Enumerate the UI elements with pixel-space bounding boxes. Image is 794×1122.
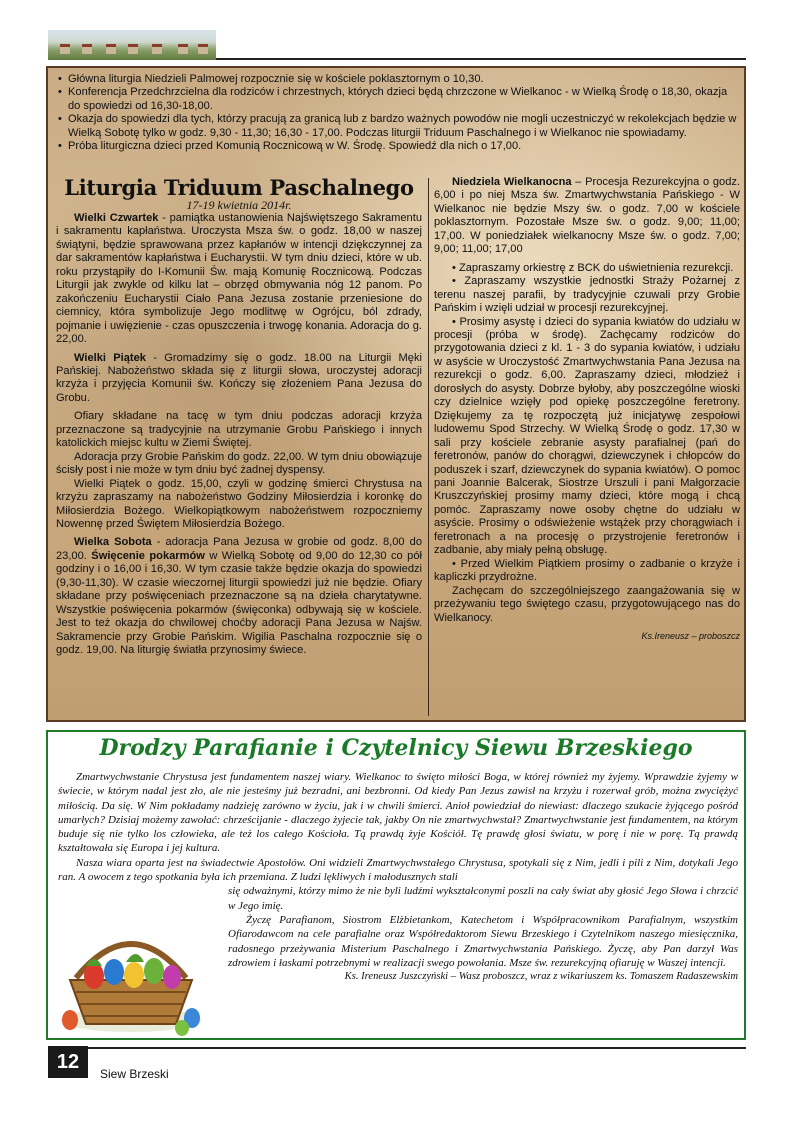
footer-rule: [88, 1047, 746, 1049]
announcements-box: [46, 66, 746, 722]
publication-name: Siew Brzeski: [100, 1067, 169, 1081]
top-note: • Konferencja Przedchrzcielna dla rodziców i chrzestnych, których dzieci będą chrzczone w Wielkanoc - w Wielką Środę o 18,30, okazja do spowiedzi od 16,30-18,00.: [58, 86, 740, 113]
page-number: 12: [48, 1046, 88, 1078]
niedziela-heading: Niedziela Wielkanocna: [452, 176, 572, 188]
easter-basket-image: [56, 920, 206, 1036]
greeting-paragraph: Zmartwychwstanie Chrystusa jest fundamentem naszej wiary. Wielkanoc to święto miłości Boga, w której również my żyjemy. Wprawdzie żyjemy w świecie, w którym nadal jest zło, ale nie jesteśmy już bezradni, ani bezbronni. Od kiedy Pan Jezus zawisł na krzyżu i rozerwał grób, można zwyciężyć miłością. Da się. W Nim pokładamy nadzieję zarówno w życiu, jak i w chwili śmierci. Anioł powiedział do niewiast: dlaczego szukacie żyjącego pośród umarłych? Dzisiaj możemy zawołać: chrześcijanie - dlaczego żyjecie tak, jakby On nie zmartwychwstał? Zmartwychwstanie jest fundamentem, na którym buduje się nie tylko los człowieka, ale też los całego Kościoła. Tą prawdą żyje Kościół. Tę prawdę głosi światu, w porę i nie w porę. Tą prawdą kształtowała się Europa i jej kultura.: [58, 771, 738, 855]
wielka-sobota-text: - adoracja Pana Jezusa w grobie od godz. 8,00 do 23,00.: [56, 536, 422, 562]
header-rule: [216, 58, 746, 60]
swiecenie-heading: Święcenie pokarmów: [91, 549, 205, 562]
greeting-box: [46, 730, 746, 1040]
wielka-sobota-heading: Wielka Sobota: [74, 536, 152, 549]
top-note: • Próba liturgiczna dzieci przed Komunią Rocznicową w W. Środę. Spowiedź dla nich o 17,00.: [58, 140, 740, 153]
proboszcz-signature: Ks.Ireneusz – proboszcz: [641, 630, 740, 641]
niedziela-text: – Procesja Rezurekcyjna o godz. 6,00 i po niej Msza św. Zmartwychwstania Pańskiego - W Wielkanoc nie będzie Mszy św. o godz. 7,00 w kościele poklasztornym. Pozostałe Msze św. o godz. 9,00; 11,00; 17,00. W poniedziałek wielkanocny Msze św. o godz. 7,00; 9,00; 11,00; 17,00: [434, 176, 740, 256]
triduum-date: 17-19 kwietnia 2014r.: [186, 198, 292, 212]
top-note: • Okazja do spowiedzi dla tych, którzy pracują za granicą lub z bardzo ważnych powodów nie mogli uczestniczyć w rekolekcjach będzie w Wielką Sobotę tylko w godz. 9,30 - 11,30; 16,30 - 17,00. Podczas liturgii Triduum Paschalnego i w Wielkanoc nie spowiadamy.: [58, 113, 740, 140]
greeting-title: Drodzy Parafianie i Czytelnicy Siewu Brzeskiego: [99, 735, 693, 761]
column-divider: [428, 178, 429, 716]
greeting-signature: Ks. Ireneusz Juszczyński – Wasz proboszcz, wraz z wikariuszem ks. Tomaszem Radaszewskim: [344, 971, 738, 983]
straz-note: • Zapraszamy wszystkie jednostki Straży Pożarnej z terenu naszej parafii, by tradycyjnie czuwali przy Grobie Pańskim i wzięli udział w procesji rezurekcyjnej.: [434, 275, 740, 315]
header-village-image: [48, 30, 216, 60]
wielki-piatek-paragraph: [56, 352, 422, 406]
piatek-godzina-milosierdzia-paragraph: Wielki Piątek o godz. 15,00, czyli w godzinę śmierci Chrystusa na krzyżu zapraszamy na nabożeństwo Godziny Miłosierdzia i koronkę do Miłosierdzia Bożego. Wielkopiątkowym nabożeństwem rozpoczniemy Nowennę przed Świętem Miłosierdzia Bożego.: [56, 477, 422, 530]
wielka-sobota-paragraph: [56, 536, 422, 657]
krzyze-note: • Przed Wielkim Piątkiem prosimy o zadbanie o krzyże i kapliczki przydrożne.: [434, 557, 740, 584]
wielki-czwartek-heading: Wielki Czwartek: [74, 212, 159, 224]
piatek-ofiary-paragraph: Ofiary składane na tacę w tym dniu podczas adoracji krzyża przeznaczone są tradycyjnie na utrzymanie Grobu Pańskiego i innych katolickich miejsc kultu w Ziemi Świętej.: [56, 410, 422, 450]
triduum-title: Liturgia Triduum Paschalnego: [64, 175, 414, 200]
asysta-note: • Prosimy asystę i dzieci do sypania kwiatów do udziału w procesji (próba w środę). Zachęcamy rodziców do przygotowania dzieci z kl. 1 - 3 do sypania kwiatów, i udziału w asyście w Uroczystość Zmartwychwstania Pana Jezusa na rezurekcji o godz. 6,00. Zapraszamy dzieci, młodzież i dorosłych do asysty. Dobrze byłoby, aby poszczególne wioski czy dzielnice wzięły pod opiekę poszczególne feretrony. Dziękujemy za tę rozpoczętą już inicjatywę zespołowi ludowemu Spod Strzechy. W Wielką Środę o godz. 17,30 w sali przy kościele zebranie asysty parafialnej (pań do feretronów, panów do chorągwi, dziewczynek i chłopców do poduszek i szarf, dziewczynek do sypania kwiatów). O pomoc pani Joannie Balcerak, Siostrze Urszuli i pani Małgorzacie Kruszczyńskiej prosimy mamy dzieci, które mogą i chcą pomóc. Zapraszamy nowe osoby chętne do udziału w asyście. Prosimy o odświeżenie wstążek przy chorągwiach i feretronach a na procesję o przystrojenie feretronów i zadbanie, aby miały pełną obsługę.: [434, 315, 740, 557]
zachecam-note: Zachęcam do szczególniejszego zaangażowania się w przeżywaniu tego świętego czasu, przygotowującego nas do Wielkanocy.: [434, 584, 740, 624]
wielki-czwartek-paragraph: [56, 212, 422, 347]
niedziela-column: [434, 176, 740, 650]
piatek-adoracja-paragraph: Adoracja przy Grobie Pańskim do godz. 22,00. W tym dniu obowiązuje ścisły post i nie może w tym dniu być żadnej dyspensy.: [56, 450, 422, 477]
swiecenie-text: w Wielką Sobotę od 9,00 do 12,30 co pół godziny i o 16,00 i 16,30. W tym czasie także będzie okazja do spowiedzi (9,30-11,30). W czasie wieczornej liturgii spowiedzi już nie będzie. Ofiary składane przy poświęceniach przeznaczone są na dzieła charytatywne. Wszystkie poświęcenia pokarmów (święconka) odbywają się w kościele. Jest to też okazja do chwilowej choćby adoracji Pana Jezusa w Najśw. Sakramencie przy Grobie Pańskim. Wigilia Paschalna rozpocznie się o godz. 19,00. Na liturgię światła przynosimy świece.: [56, 549, 422, 657]
wielki-piatek-text: - Gromadzimy się o godz. 18.00 na Liturgii Męki Pańskiej. Nabożeństwo składa się z liturgii słowa, uroczystej adoracji krzyża i przyjęcia Komunii św. Kończy się złożeniem Pana Jezusa do Grobu.: [56, 351, 422, 404]
triduum-column: [56, 176, 422, 658]
niedziela-paragraph: [434, 176, 740, 257]
greeting-wishes: Życzę Parafianom, Siostrom Elżbietankom, Katechetom i Współpracownikom Parafialnym, wszystkim Ofiarodawcom na cele parafialne oraz Współredaktorom Siewu Brzeskiego i Czytelnikom naszego miesięcznika, radosnego przeżywania Misterium Paschalnego i Zmartwychwstania Pańskiego. Życzę, aby Pan darzył Was zdrowiem i łaskami potrzebnymi w realizacji swego powołania. Msze św. rezurekcyjną ofiaruję w Waszej intencji.: [228, 913, 738, 969]
top-note: • Główna liturgia Niedzieli Palmowej rozpocznie się w kościele poklasztornym o 10,30.: [58, 73, 740, 86]
top-notes-list: [58, 73, 740, 153]
wielki-czwartek-text: - pamiątka ustanowienia Najświętszego Sakramentu i sakramentu kapłaństwa. Uroczysta Msza św. o godz. 18,00 w naszej świątyni, będzie sprawowana przez kapłanów w intencji dziękczynnej za dar sakramentów kapłaństwa i Eucharystii. W tym dniu dzieci, które w ub. roku przystąpiły do I-Komunii Św. mają Komunię Rocznicową. Podczas Liturgii jak zwykle od kilku lat – obrzęd obmywania nóg 12 panom. Po zakończeniu Eucharystii Ciało Pana Jezusa zostanie przeniesione do ciemnicy, która symbolizuje Jego modlitwę w Ogrójcu, ból zdrady, pojmanie i uwięzienie - czas opuszczenia i trwogę konania. Adoracja do g. 22,00.: [56, 212, 422, 346]
greeting-paragraph: Nasza wiara oparta jest na świadectwie Apostołów. Oni widzieli Zmartwychwstałego Chrystusa, spotykali się z Nim, jedli i pili z Nim, dotykali Jego ran. A owocem z tego spotkania była ich przemiana. Z ludzi lękliwych i małodusznych stali: [58, 856, 738, 884]
greeting-paragraph: się odważnymi, którzy mimo że nie byli ludźmi wykształconymi poszli na cały świat aby głosić Jego Słowa i chrzcić w Jego imię.: [228, 885, 738, 912]
wielki-piatek-heading: Wielki Piątek: [74, 351, 146, 364]
orkiestra-note: • Zapraszamy orkiestrę z BCK do uświetnienia rezurekcji.: [452, 261, 734, 274]
